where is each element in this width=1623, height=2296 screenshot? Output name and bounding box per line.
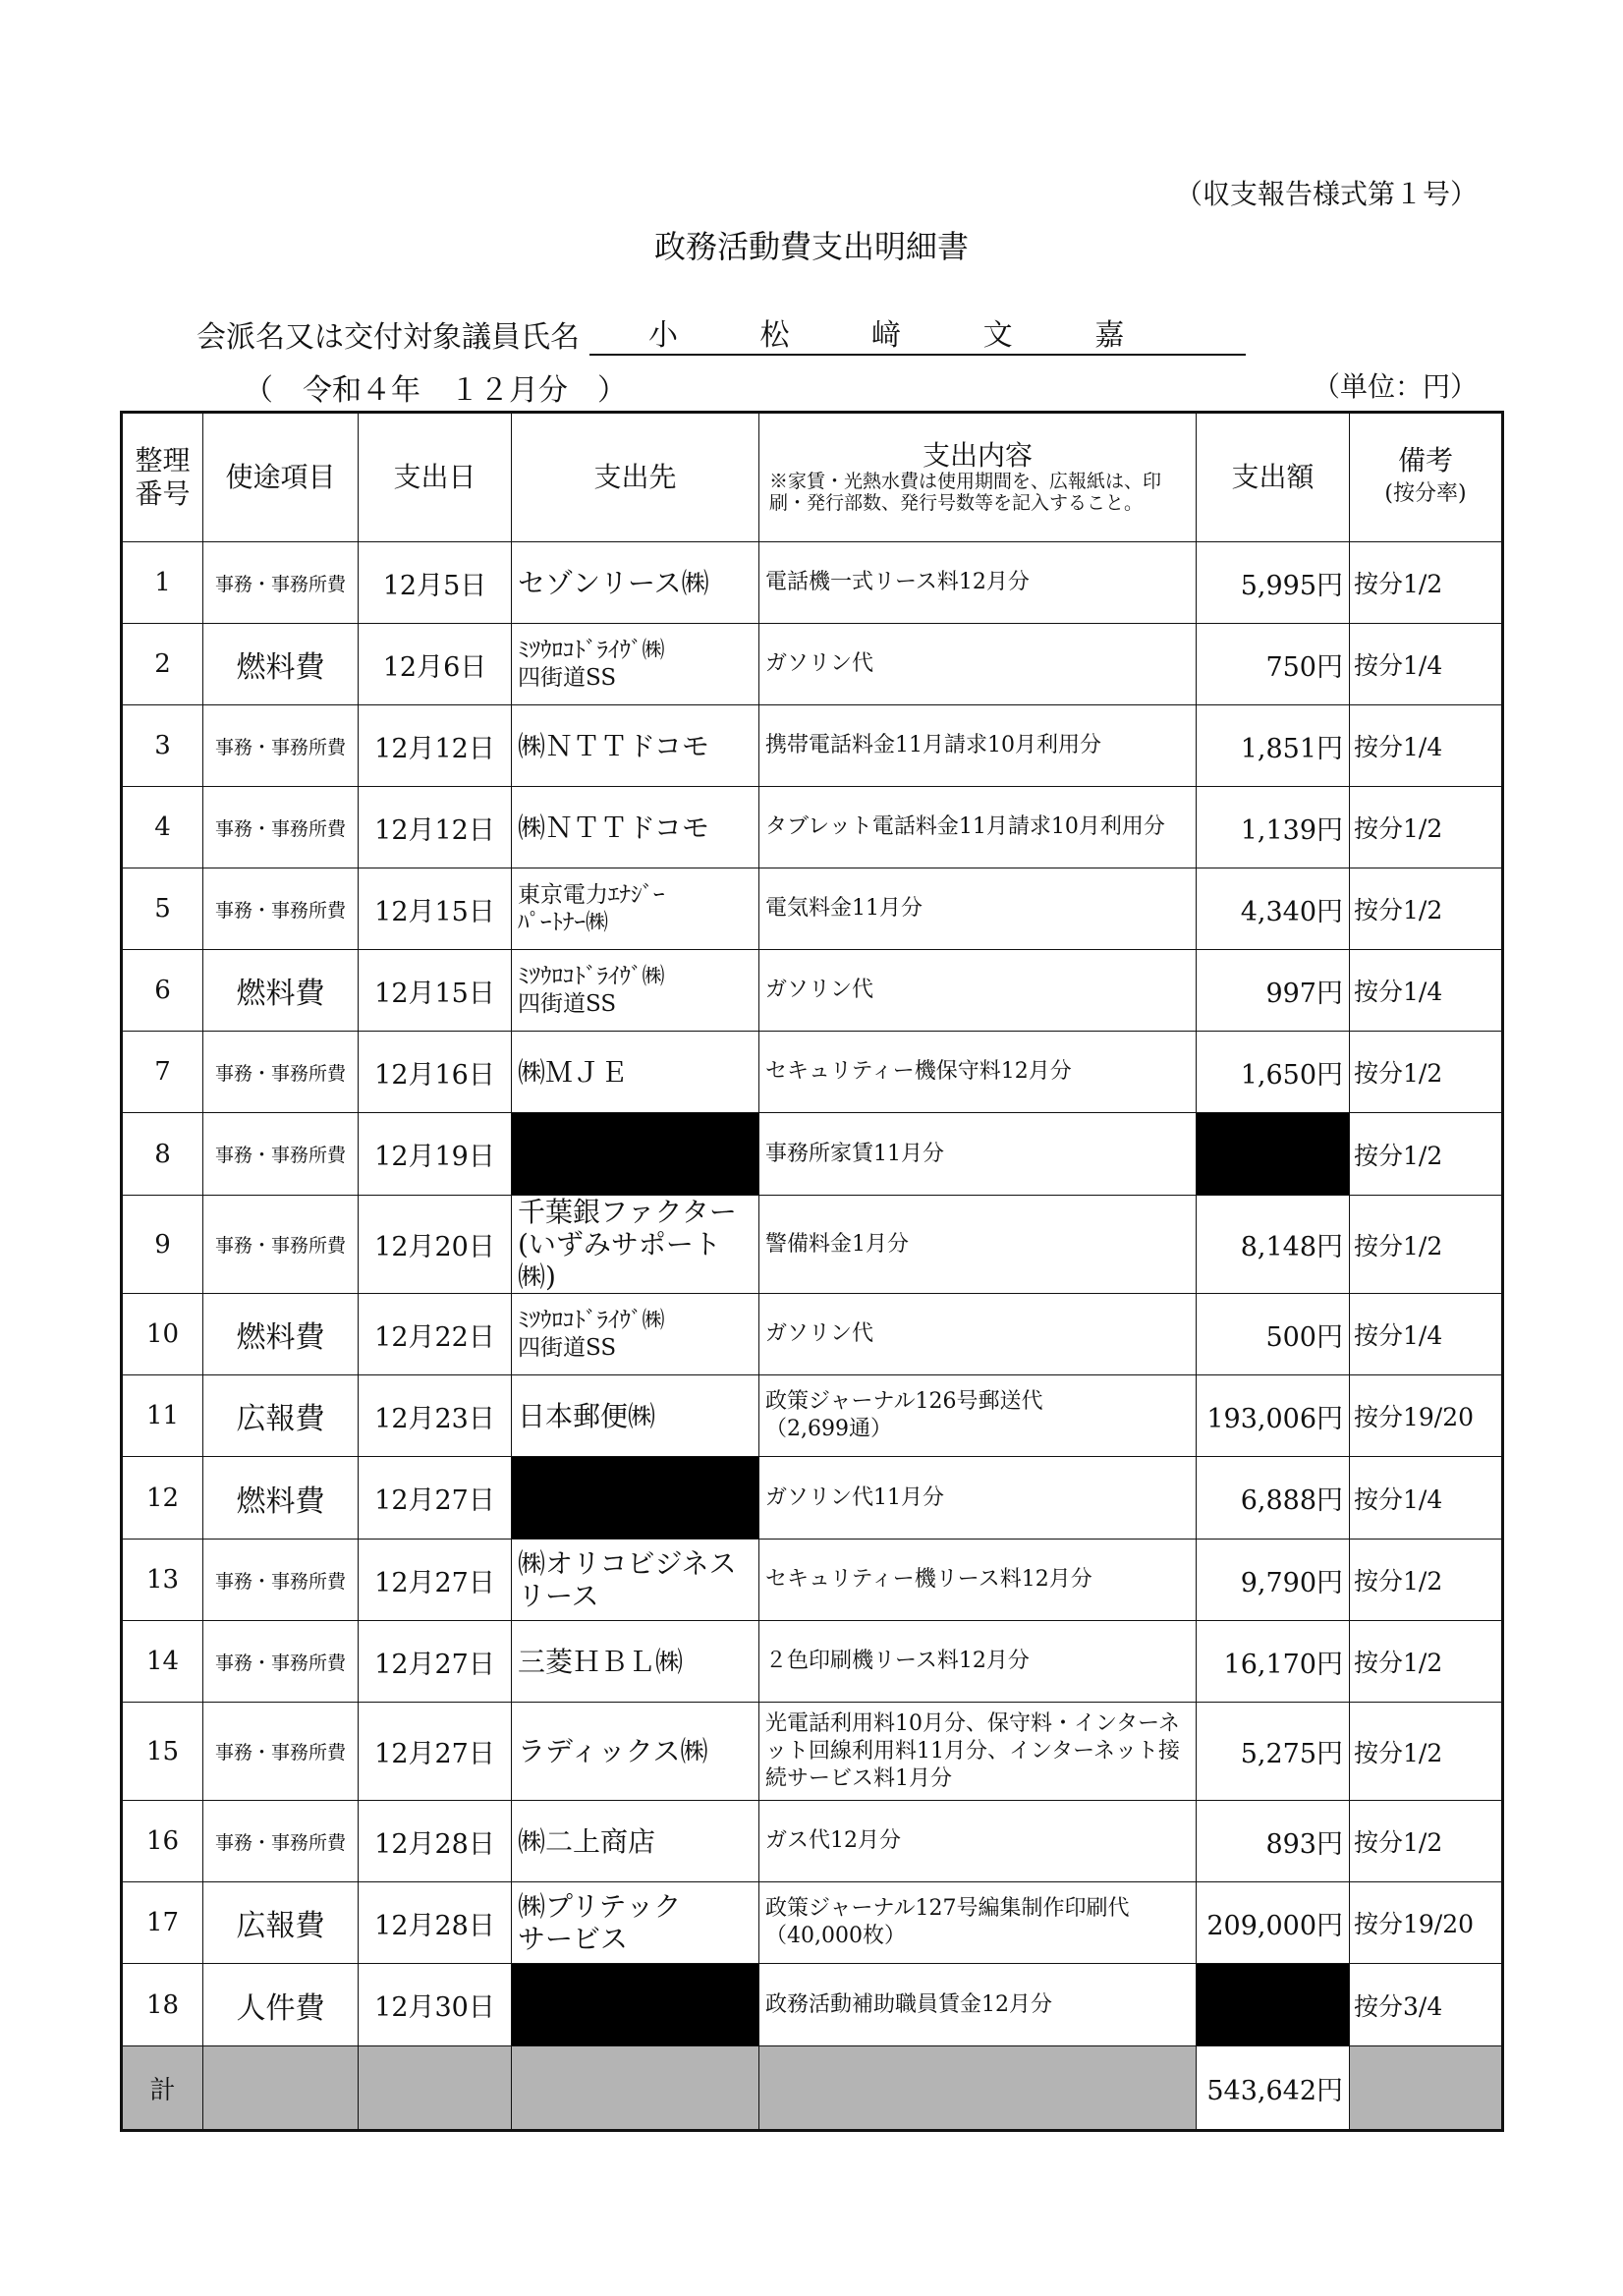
row-payee: 千葉銀ファクター(いずみサポート㈱) [512, 1196, 759, 1294]
header-description [759, 413, 1197, 542]
row-amount: 193,006円 [1197, 1375, 1350, 1457]
expense-row [122, 950, 1503, 1032]
expense-row [122, 1113, 1503, 1196]
row-category: 事務・事務所費 [203, 787, 359, 868]
row-description: 政策ジャーナル126号郵送代 （2,699通） [759, 1375, 1197, 1457]
row-date: 12月22日 [359, 1294, 512, 1375]
row-date: 12月27日 [359, 1621, 512, 1703]
expense-rows [122, 542, 1503, 2046]
total-blank-cell [512, 2046, 759, 2131]
row-note: 按分1/2 [1350, 1621, 1503, 1703]
row-date: 12月23日 [359, 1375, 512, 1457]
total-blank-cell [203, 2046, 359, 2131]
expense-row [122, 1540, 1503, 1621]
expense-row [122, 868, 1503, 950]
row-note: 按分1/2 [1350, 542, 1503, 624]
row-amount-redacted [1197, 1113, 1350, 1196]
row-number: 5 [122, 868, 203, 950]
expense-row [122, 787, 1503, 868]
row-description: 事務所家賃11月分 [759, 1113, 1197, 1196]
row-note: 按分1/4 [1350, 705, 1503, 787]
row-date: 12月27日 [359, 1457, 512, 1540]
member-name-char: 﨑 [871, 318, 910, 353]
expense-row [122, 1703, 1503, 1801]
row-description: 光電話利用料10月分、保守料・インターネット回線利用料11月分、インターネット接続サービス料1月分 [759, 1703, 1197, 1801]
expense-row [122, 1801, 1503, 1882]
row-date: 12月16日 [359, 1032, 512, 1113]
row-number: 2 [122, 624, 203, 705]
member-name-char: 文 [982, 318, 1021, 353]
row-number: 14 [122, 1621, 203, 1703]
row-category: 燃料費 [203, 1457, 359, 1540]
row-number: 11 [122, 1375, 203, 1457]
row-amount: 9,790円 [1197, 1540, 1350, 1621]
row-date: 12月12日 [359, 787, 512, 868]
row-category: 事務・事務所費 [203, 1540, 359, 1621]
row-amount: 5,275円 [1197, 1703, 1350, 1801]
row-amount: 8,148円 [1197, 1196, 1350, 1294]
row-number: 3 [122, 705, 203, 787]
header-payee: 支出先 [512, 413, 759, 542]
expense-row [122, 1964, 1503, 2046]
member-name-label: 会派名又は交付対象議員氏名 [196, 320, 580, 355]
row-amount: 6,888円 [1197, 1457, 1350, 1540]
row-number: 4 [122, 787, 203, 868]
row-amount: 893円 [1197, 1801, 1350, 1882]
row-amount: 16,170円 [1197, 1621, 1350, 1703]
expense-row [122, 1294, 1503, 1375]
row-payee: セゾンリース㈱ [512, 542, 759, 624]
row-payee: 三菱ＨＢＬ㈱ [512, 1621, 759, 1703]
header-amount: 支出額 [1197, 413, 1350, 542]
row-description: セキュリティー機リース料12月分 [759, 1540, 1197, 1621]
row-category: 事務・事務所費 [203, 1196, 359, 1294]
row-description: ガソリン代 [759, 1294, 1197, 1375]
row-date: 12月28日 [359, 1801, 512, 1882]
redaction-box [1197, 1113, 1349, 1195]
row-note: 按分1/2 [1350, 1801, 1503, 1882]
expense-row [122, 1375, 1503, 1457]
row-note: 按分1/2 [1350, 1703, 1503, 1801]
row-amount: 750円 [1197, 624, 1350, 705]
row-note: 按分1/4 [1350, 950, 1503, 1032]
row-category: 燃料費 [203, 1294, 359, 1375]
row-number: 15 [122, 1703, 203, 1801]
row-payee: 日本郵便㈱ [512, 1375, 759, 1457]
row-description: 電話機一式リース料12月分 [759, 542, 1197, 624]
redaction-box [512, 1113, 758, 1195]
row-date: 12月27日 [359, 1540, 512, 1621]
row-amount: 500円 [1197, 1294, 1350, 1375]
header-note-main: 備考 [1397, 444, 1453, 476]
row-description: ガソリン代 [759, 624, 1197, 705]
row-description: ガス代12月分 [759, 1801, 1197, 1882]
row-description: 携帯電話料金11月請求10月利用分 [759, 705, 1197, 787]
row-number: 8 [122, 1113, 203, 1196]
row-description: タブレット電話料金11月請求10月利用分 [759, 787, 1197, 868]
total-blank-cell [759, 2046, 1197, 2131]
row-note: 按分3/4 [1350, 1964, 1503, 2046]
expense-row [122, 1457, 1503, 1540]
row-description: 政務活動補助職員賃金12月分 [759, 1964, 1197, 2046]
redaction-box [1197, 1964, 1349, 2045]
row-date: 12月19日 [359, 1113, 512, 1196]
row-number: 13 [122, 1540, 203, 1621]
header-date: 支出日 [359, 413, 512, 542]
row-amount: 997円 [1197, 950, 1350, 1032]
header-description-note: ※家賃・光熱水費は使用期間を、広報紙は、印刷・発行部数、発行号数等を記入すること。 [769, 471, 1162, 514]
row-date: 12月20日 [359, 1196, 512, 1294]
row-number: 9 [122, 1196, 203, 1294]
total-row [122, 2046, 1503, 2131]
row-number: 12 [122, 1457, 203, 1540]
row-amount: 4,340円 [1197, 868, 1350, 950]
row-payee: 東京電力ｴﾅｼﾞｰ ﾊﾟｰﾄﾅｰ㈱ [512, 868, 759, 950]
member-name-value [589, 318, 1246, 356]
row-category: 燃料費 [203, 950, 359, 1032]
row-note: 按分19/20 [1350, 1882, 1503, 1964]
row-description: 警備料金1月分 [759, 1196, 1197, 1294]
row-category: 事務・事務所費 [203, 868, 359, 950]
row-number: 1 [122, 542, 203, 624]
member-name-char: 松 [759, 318, 798, 353]
expense-row [122, 1621, 1503, 1703]
redaction-box [512, 1964, 758, 2045]
header-description-main: 支出内容 [922, 439, 1033, 472]
row-date: 12月15日 [359, 868, 512, 950]
member-name-char: 嘉 [1094, 318, 1133, 353]
row-payee: ﾐﾂｳﾛｺﾄﾞﾗｲｳﾞ㈱ 四街道SS [512, 1294, 759, 1375]
row-description: ガソリン代11月分 [759, 1457, 1197, 1540]
row-number: 10 [122, 1294, 203, 1375]
row-payee: ㈱ＮＴＴドコモ [512, 705, 759, 787]
row-description: ２色印刷機リース料12月分 [759, 1621, 1197, 1703]
row-category: 事務・事務所費 [203, 542, 359, 624]
row-description: 電気料金11月分 [759, 868, 1197, 950]
row-payee-redacted [512, 1113, 759, 1196]
header-no: 整理番号 [122, 413, 203, 542]
row-category: 広報費 [203, 1375, 359, 1457]
row-note: 按分1/4 [1350, 1457, 1503, 1540]
row-note: 按分1/2 [1350, 1032, 1503, 1113]
form-number: （収支報告様式第１号） [1174, 178, 1478, 210]
member-name-char: 小 [648, 318, 686, 353]
row-category: 燃料費 [203, 624, 359, 705]
currency-unit: （単位：円） [1312, 370, 1478, 403]
row-description: ガソリン代 [759, 950, 1197, 1032]
row-amount: 1,851円 [1197, 705, 1350, 787]
row-note: 按分1/2 [1350, 1196, 1503, 1294]
expense-row [122, 542, 1503, 624]
row-payee: ﾐﾂｳﾛｺﾄﾞﾗｲｳﾞ㈱ 四街道SS [512, 624, 759, 705]
row-date: 12月28日 [359, 1882, 512, 1964]
row-payee: ﾐﾂｳﾛｺﾄﾞﾗｲｳﾞ㈱ 四街道SS [512, 950, 759, 1032]
document-title: 政務活動費支出明細書 [653, 228, 969, 265]
row-payee: ㈱ＮＴＴドコモ [512, 787, 759, 868]
redaction-box [512, 1457, 758, 1539]
row-category: 事務・事務所費 [203, 1113, 359, 1196]
total-amount: 543,642円 [1197, 2046, 1350, 2131]
expense-table [120, 411, 1504, 2132]
row-date: 12月27日 [359, 1703, 512, 1801]
row-description: セキュリティー機保守料12月分 [759, 1032, 1197, 1113]
row-note: 按分1/2 [1350, 1540, 1503, 1621]
row-payee-redacted [512, 1457, 759, 1540]
row-payee: ㈱オリコビジネスリース [512, 1540, 759, 1621]
row-amount: 1,650円 [1197, 1032, 1350, 1113]
row-date: 12月15日 [359, 950, 512, 1032]
row-payee: ラディックス㈱ [512, 1703, 759, 1801]
row-note: 按分1/4 [1350, 1294, 1503, 1375]
row-note: 按分1/2 [1350, 1113, 1503, 1196]
report-period: （ 令和４年 １２月分 ） [244, 373, 627, 408]
total-label: 計 [122, 2046, 203, 2131]
header-row [122, 413, 1503, 542]
expense-row [122, 1882, 1503, 1964]
row-number: 6 [122, 950, 203, 1032]
row-amount: 1,139円 [1197, 787, 1350, 868]
row-note: 按分19/20 [1350, 1375, 1503, 1457]
row-amount: 209,000円 [1197, 1882, 1350, 1964]
row-payee: ㈱プリテック サービス [512, 1882, 759, 1964]
row-note: 按分1/2 [1350, 787, 1503, 868]
member-name-line [196, 312, 1246, 356]
row-category: 事務・事務所費 [203, 1032, 359, 1113]
row-date: 12月6日 [359, 624, 512, 705]
row-amount: 5,995円 [1197, 542, 1350, 624]
row-note: 按分1/2 [1350, 868, 1503, 950]
expense-row [122, 624, 1503, 705]
total-blank-cell [359, 2046, 512, 2131]
row-number: 7 [122, 1032, 203, 1113]
row-date: 12月30日 [359, 1964, 512, 2046]
row-payee: ㈱二上商店 [512, 1801, 759, 1882]
row-category: 事務・事務所費 [203, 705, 359, 787]
row-number: 18 [122, 1964, 203, 2046]
row-payee: ㈱ＭＪＥ [512, 1032, 759, 1113]
row-date: 12月12日 [359, 705, 512, 787]
row-category: 事務・事務所費 [203, 1703, 359, 1801]
row-category: 事務・事務所費 [203, 1801, 359, 1882]
expense-row [122, 1032, 1503, 1113]
row-category: 事務・事務所費 [203, 1621, 359, 1703]
expense-row [122, 1196, 1503, 1294]
row-description: 政策ジャーナル127号編集制作印刷代 （40,000枚） [759, 1882, 1197, 1964]
header-note [1350, 413, 1503, 542]
row-payee-redacted [512, 1964, 759, 2046]
row-number: 16 [122, 1801, 203, 1882]
row-category: 広報費 [203, 1882, 359, 1964]
row-note: 按分1/4 [1350, 624, 1503, 705]
row-date: 12月5日 [359, 542, 512, 624]
row-category: 人件費 [203, 1964, 359, 2046]
header-category: 使途項目 [203, 413, 359, 542]
total-blank-cell [1350, 2046, 1503, 2131]
header-note-sub: (按分率) [1384, 481, 1467, 506]
row-number: 17 [122, 1882, 203, 1964]
row-amount-redacted [1197, 1964, 1350, 2046]
expense-row [122, 705, 1503, 787]
